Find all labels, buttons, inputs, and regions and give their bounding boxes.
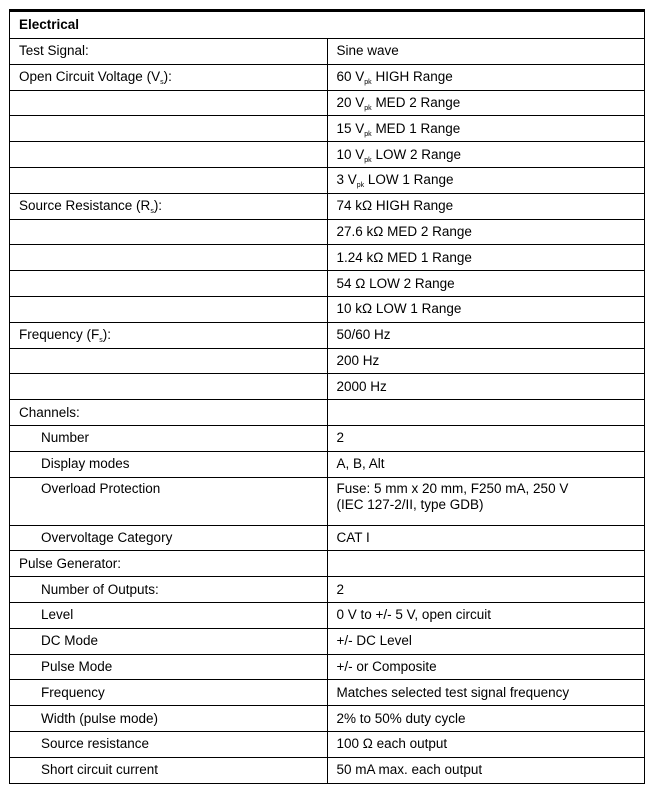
value-cell: [327, 296, 645, 322]
value-cell: [327, 39, 645, 65]
parameter-cell: [10, 245, 328, 271]
parameter-cell: [10, 322, 328, 348]
parameter-label: Test Signal:: [19, 43, 89, 59]
value-text: 2: [336, 581, 345, 597]
value-cell: [327, 425, 645, 451]
section-header-row: [10, 11, 645, 39]
value-text-tail: LOW 2 Range: [371, 146, 461, 162]
value-text: 10 V: [336, 146, 365, 162]
value-cell: [327, 654, 645, 680]
value-text: 74 kΩ HIGH Range: [336, 198, 454, 214]
parameter-cell: [10, 374, 328, 400]
spec-row: [10, 193, 645, 219]
parameter-label: Level: [41, 607, 74, 623]
value-text: 100 Ω each output: [336, 736, 448, 752]
value-text: 2% to 50% duty cycle: [336, 710, 466, 726]
value-text: 50 mA max. each output: [336, 762, 483, 778]
parameter-cell: [10, 271, 328, 297]
spec-row: [10, 116, 645, 142]
spec-row: [10, 245, 645, 271]
value-text: 15 V: [336, 120, 365, 136]
spec-row: [10, 451, 645, 477]
parameter-cell: [10, 680, 328, 706]
parameter-label: Open Circuit Voltage (V: [19, 69, 161, 85]
spec-row: [10, 271, 645, 297]
spec-row: [10, 142, 645, 168]
parameter-label: Source Resistance (R: [19, 198, 151, 214]
spec-row: [10, 731, 645, 757]
value-text: 2: [336, 430, 345, 446]
value-text: CAT I: [336, 529, 370, 545]
value-cell: [327, 219, 645, 245]
parameter-label: Number of Outputs:: [41, 581, 159, 597]
spec-row: [10, 477, 645, 525]
value-subscript: pk: [364, 79, 372, 87]
value-cell: [327, 167, 645, 193]
value-text: 3 V: [336, 172, 357, 188]
value-text: 200 Hz: [336, 352, 380, 368]
parameter-cell: [10, 116, 328, 142]
parameter-cell: [10, 296, 328, 322]
parameter-cell: [10, 654, 328, 680]
parameter-label-tail: ):: [102, 327, 112, 343]
spec-row: [10, 400, 645, 426]
parameter-label: Number: [41, 430, 90, 446]
parameter-label: DC Mode: [41, 633, 99, 649]
spec-row: [10, 39, 645, 65]
parameter-cell: [10, 731, 328, 757]
spec-row: [10, 219, 645, 245]
value-text: 1.24 kΩ MED 1 Range: [336, 249, 472, 265]
spec-row: [10, 551, 645, 577]
parameter-cell: [10, 757, 328, 783]
spec-row: [10, 296, 645, 322]
value-cell: [327, 400, 645, 426]
parameter-cell: [10, 39, 328, 65]
parameter-label: Width (pulse mode): [41, 710, 159, 726]
value-text: Fuse: 5 mm x 20 mm, F250 mA, 250 V: [336, 480, 569, 496]
parameter-label: Display modes: [41, 456, 130, 472]
parameter-cell: [10, 142, 328, 168]
parameter-cell: [10, 348, 328, 374]
parameter-cell: [10, 706, 328, 732]
value-cell: [327, 374, 645, 400]
parameter-cell: [10, 551, 328, 577]
value-cell: [327, 680, 645, 706]
value-text-tail: HIGH Range: [371, 69, 453, 85]
parameter-label: Overload Protection: [41, 480, 161, 496]
section-title: Electrical: [10, 11, 645, 39]
parameter-label: Source resistance: [41, 736, 150, 752]
value-text: 10 kΩ LOW 1 Range: [336, 301, 462, 317]
electrical-spec-table: [9, 9, 645, 784]
value-text: A, B, Alt: [336, 456, 385, 472]
parameter-label-tail: ):: [153, 198, 163, 214]
value-text-tail: LOW 1 Range: [364, 172, 454, 188]
value-text: 20 V: [336, 94, 365, 110]
value-cell: [327, 271, 645, 297]
value-text: 27.6 kΩ MED 2 Range: [336, 223, 472, 239]
value-cell: [327, 706, 645, 732]
parameter-cell: [10, 400, 328, 426]
parameter-label-tail: ):: [163, 69, 172, 85]
value-cell: [327, 451, 645, 477]
parameter-cell: [10, 219, 328, 245]
value-text: 60 V: [336, 69, 365, 85]
parameter-cell: [10, 90, 328, 116]
spec-row: [10, 757, 645, 783]
parameter-cell: [10, 193, 328, 219]
parameter-subscript: s: [99, 337, 103, 345]
spec-row: [10, 167, 645, 193]
parameter-cell: [10, 577, 328, 603]
spec-row: [10, 525, 645, 551]
parameter-label: Short circuit current: [41, 762, 159, 778]
value-cell: [327, 731, 645, 757]
parameter-label: Channels:: [19, 404, 80, 420]
spec-row: [10, 628, 645, 654]
parameter-subscript: s: [160, 79, 164, 87]
value-cell: [327, 193, 645, 219]
parameter-label: Pulse Generator:: [19, 555, 122, 571]
spec-row: [10, 577, 645, 603]
value-subscript: pk: [364, 156, 372, 164]
value-subscript: pk: [364, 104, 372, 112]
value-cell: [327, 348, 645, 374]
value-text: +/- or Composite: [336, 658, 437, 674]
value-cell: [327, 64, 645, 90]
value-text: 50/60 Hz: [336, 327, 391, 343]
parameter-cell: [10, 602, 328, 628]
value-cell: [327, 322, 645, 348]
parameter-cell: [10, 477, 328, 525]
value-subscript: pk: [356, 182, 365, 190]
spec-row: [10, 706, 645, 732]
value-cell: [327, 90, 645, 116]
value-text: Matches selected test signal frequency: [336, 684, 570, 700]
parameter-label: Frequency: [41, 684, 105, 700]
value-text-line2: (IEC 127-2/II, type GDB): [336, 496, 484, 512]
parameter-cell: [10, 167, 328, 193]
value-cell: [327, 757, 645, 783]
spec-row: [10, 425, 645, 451]
parameter-cell: [10, 451, 328, 477]
value-cell: [327, 577, 645, 603]
value-cell: [327, 551, 645, 577]
parameter-label: Pulse Mode: [41, 658, 113, 674]
spec-row: [10, 322, 645, 348]
value-text-tail: MED 2 Range: [371, 94, 461, 110]
parameter-subscript: s: [150, 208, 154, 216]
value-text-tail: MED 1 Range: [371, 120, 461, 136]
parameter-label: Frequency (F: [19, 327, 100, 343]
parameter-cell: [10, 425, 328, 451]
value-cell: [327, 525, 645, 551]
value-cell: [327, 477, 645, 525]
value-cell: [327, 245, 645, 271]
value-text: Sine wave: [336, 43, 399, 59]
value-text: 0 V to +/- 5 V, open circuit: [336, 607, 491, 623]
parameter-cell: [10, 628, 328, 654]
value-text: 2000 Hz: [336, 378, 387, 394]
spec-row: [10, 374, 645, 400]
value-subscript: pk: [364, 130, 372, 138]
value-cell: [327, 602, 645, 628]
spec-row: [10, 602, 645, 628]
value-cell: [327, 628, 645, 654]
value-cell: [327, 142, 645, 168]
spec-row: [10, 654, 645, 680]
spec-row: [10, 348, 645, 374]
parameter-cell: [10, 64, 328, 90]
value-text: +/- DC Level: [336, 633, 412, 649]
value-cell: [327, 116, 645, 142]
spec-row: [10, 680, 645, 706]
parameter-cell: [10, 525, 328, 551]
spec-row: [10, 90, 645, 116]
spec-row: [10, 64, 645, 90]
parameter-label: Overvoltage Category: [41, 529, 173, 545]
value-text: 54 Ω LOW 2 Range: [336, 275, 455, 291]
